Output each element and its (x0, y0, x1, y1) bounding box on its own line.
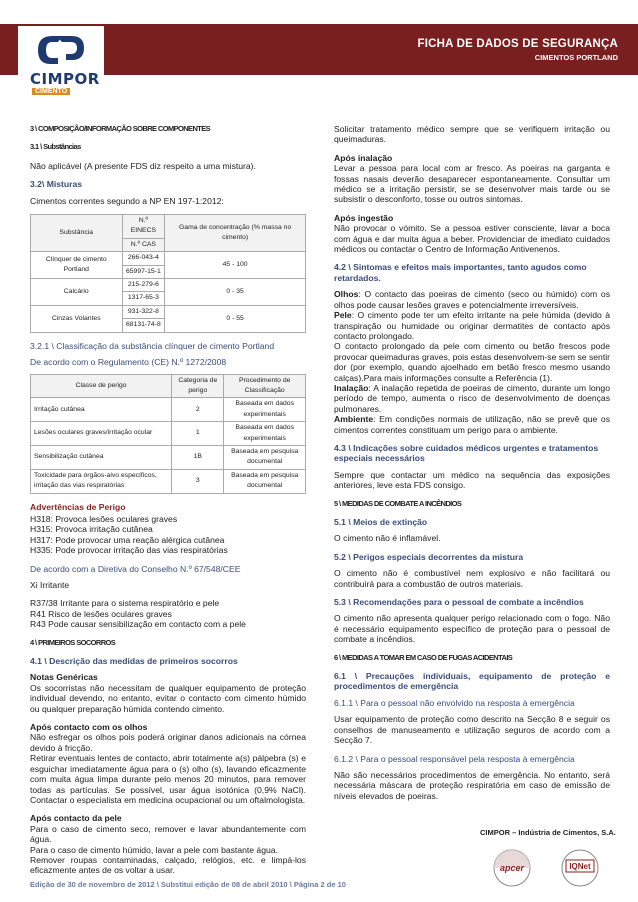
company-name: CIMPOR – Indústria de Cimentos, S.A. (480, 828, 616, 837)
section-3-1-title: 3.1 \ Substâncias (30, 142, 81, 152)
table-cell: Irritação cutânea (31, 398, 172, 422)
skin-contact-title: Após contacto da pele (30, 813, 122, 824)
inhalation-effects (334, 383, 610, 414)
eyes-label: Olhos (334, 289, 359, 300)
section-3-2-title: 3.2\ Misturas (30, 179, 83, 190)
section-4-3-text: Sempre que contactar um médico na sequência das exposições anteriores, leve esta FDS consigo. (334, 469, 610, 491)
section-3-1-text: Não aplicável (A presente FDS diz respeito a uma mistura). (30, 160, 256, 171)
section-6-1-1-text: Usar equipamento de proteção como descrito na Secção 8 e seguir os conselhos de manuseamento e utilização seguros de acordo com a Secção 7. (334, 714, 610, 746)
environment-effects-text: : Em condições normais de utilização, não se prevê que os cimentos correntes constituam um perigo para o ambiente. (334, 414, 610, 435)
h317: H317: Pode provocar uma reação alérgica cutânea (30, 534, 225, 545)
section-6-1-2-title: 6.1.2 \ Para o pessoal responsável pela resposta à emergência (334, 753, 575, 764)
eye-contact-title: Após contacto com os olhos (30, 722, 148, 733)
section-5-1-text: O cimento não é inflamável. (334, 533, 441, 544)
inhalation-effects-text: : A inalação repetida de poeiras de cimento, durante um longo período de tempo, aumenta o risco de desenvolvimento de doenças pulmonares. (334, 382, 610, 414)
table-cell: 65997-15-1 (122, 265, 165, 278)
table-cell: Calcário (31, 279, 123, 306)
apcer-seal-icon (480, 848, 544, 888)
table-cell: Baseada em pesquisa documental (224, 445, 306, 469)
th-concentration: Gama de concentração (% massa no cimento) (165, 215, 306, 252)
brand-name: CIMPOR (30, 70, 100, 88)
table-cell: 45 - 100 (165, 252, 306, 279)
document-subtitle: CIMENTOS PORTLAND (534, 53, 618, 62)
table-cell: 931-322-8 (122, 305, 165, 318)
section-5-title: 5 \ MEDIDAS DE COMBATE A INCÊNDIOS (334, 498, 462, 508)
r43: R43 Pode causar sensibilização em contacto com a pele (30, 619, 246, 630)
th-cas: N.º CAS (122, 238, 165, 251)
eye-contact-text-2: Retirar eventuais lentes de contacto, abrir totalmente a(s) pálpebra (s) e esguichar imediatamente água para o (s) olho (s), lavando eficazmente com muita água limpa durante pelo menos 20 minutos, para remover todas as partículas. Se possível, usar água isotónica (0,9% NaCl). Contactar o especialista em medicina ocupacional ou um oftalmologista. (30, 753, 306, 805)
table-cell: 0 - 35 (165, 279, 306, 306)
generic-notes-text: Os socorristas não necessitam de qualquer equipamento de proteção individual devendo, no entanto, evitar o contacto com cimento húmido ou qualquer preparação húmida contendo cimento. (30, 682, 306, 714)
classification-table (30, 374, 306, 494)
inhalation-text: Levar a pessoa para local com ar fresco. As poeiras na garganta e fossas nasais deverão desaparecer espontaneamente. Consultar um médico se a irritação persistir, se se desenvolver mais tarde ou se subsistir o desconforto, tosse ou outros sintomas. (334, 163, 610, 205)
section-3-title: 3 \ COMPOSIÇÃO/INFORMAÇÃO SOBRE COMPONENTES (30, 124, 211, 133)
section-5-3-title: 5.3 \ Recomendações para o pessoal de combate a incêndios (334, 597, 584, 608)
r41: R41 Risco de lesões oculares graves (30, 608, 172, 619)
skin-contact-text-3: Remover roupas contaminadas, calçado, relógios, etc. e limpá-los eficazmente antes de os voltar a usar. (30, 854, 306, 876)
section-4-title: 4 \ PRIMEIROS SOCORROS (30, 637, 116, 647)
table-cell: 215-279-6 (122, 279, 165, 292)
th-hazard-class: Classe de perigo (31, 374, 172, 398)
iqnet-certification-seal (548, 848, 612, 888)
environment-label: Ambiente (334, 414, 374, 425)
ingestion-title: Após ingestão (334, 212, 394, 223)
table-cell: Baseada em pesquisa documental (224, 469, 306, 493)
logo-mark-icon (36, 34, 86, 70)
inhalation-label: Inalação (334, 382, 369, 393)
iqnet-seal-icon (548, 848, 612, 888)
skin-effects-text: : O cimento pode ter um efeito irritante na pele húmida (devido à transpiração ou humidade ou originar dermatites de contacto após contacto prolongado. (334, 310, 610, 341)
inhalation-title: Após inalação (334, 152, 393, 163)
iqnet-label: IQNet (569, 862, 591, 871)
apcer-label: apcer (499, 863, 525, 873)
environment-effects (334, 414, 610, 435)
eye-contact-text: Não esfregar os olhos pois poderá originar danos adicionais na córnea devido à fricção. (30, 732, 306, 753)
composition-table (30, 214, 306, 333)
section-4-3-title: 4.3 \ Indicações sobre cuidados médicos urgentes e tratamentos especiais necessários (334, 442, 599, 464)
table-cell: Baseada em dados experimentais (224, 398, 306, 422)
skin-label: Pele (334, 310, 352, 321)
generic-notes-title: Notas Genéricas (30, 672, 98, 683)
company-logo (18, 26, 104, 100)
section-6-1-title: 6.1 \ Precauções individuais, equipamento de proteção e procedimentos de emergência (334, 671, 610, 692)
directive-note: De acordo com a Diretiva do Conselho N.º 67/548/CEE (30, 563, 241, 574)
right-column (334, 124, 610, 809)
eyes-effects-text: : O contacto das poeiras de cimento (seco ou húmido) com os olhos pode causar lesões graves e potencialmente irreversíveis. (334, 289, 610, 310)
table-cell: 1 (172, 422, 224, 446)
table-cell: Lesões oculares graves/irritação ocular (31, 422, 172, 446)
r37: R37/38 Irritante para o sistema respiratório e pele (30, 598, 220, 609)
section-4-1-title: 4.1 \ Descrição das medidas de primeiros socorros (30, 656, 238, 667)
brand-tag: CIMENTO (32, 88, 70, 95)
section-3-2-text: Cimentos correntes segundo a NP EN 197-1:2012: (30, 195, 224, 206)
skin-effects (334, 310, 610, 341)
page-footer: Edição de 30 de novembro de 2012 \ Substitui edição de 08 de abril 2010 \ Página 2 de 10 (30, 880, 346, 889)
section-5-1-title: 5.1 \ Meios de extinção (334, 517, 428, 527)
table-cell: 3 (172, 469, 224, 493)
table-cell: 1B (172, 445, 224, 469)
th-procedure: Procedimento de Classificação (224, 374, 306, 398)
eyes-effects (334, 289, 610, 310)
left-column (30, 124, 306, 876)
regulation-note: De acordo com o Regulamento (CE) N.º 1272/2008 (30, 357, 227, 368)
table-cell: Clínquer de cimento Portland (31, 252, 123, 279)
skin-contact-text-2: Para o caso de cimento húmido, lavar a pele com bastante água. (30, 844, 278, 855)
section-6-1-1-title: 6.1.1 \ Para o pessoal não envolvido na resposta à emergência (334, 697, 575, 708)
h335: H335: Pode provocar irritação das vias respiratórias (30, 545, 228, 556)
table-cell: 0 - 55 (165, 305, 306, 332)
table-cell: Cinzas Volantes (31, 305, 123, 332)
xi-irritant: Xi Irritante (30, 580, 70, 590)
table-cell: Toxicidade para órgãos-alvo específicos, irritação das vias respiratórias (31, 469, 172, 493)
section-3-2-1-title: 3.2.1 \ Classificação da substância clínquer de cimento Portland (30, 340, 275, 351)
th-einecs: N.º EINECS (122, 215, 165, 239)
table-cell: Sensibilização cutânea (31, 445, 172, 469)
skin-contact-text: Para o caso de cimento seco, remover e lavar abundantemente com água. (30, 823, 306, 845)
table-cell: Baseada em dados experimentais (224, 422, 306, 446)
section-5-2-text: O cimento não é combustível nem explosivo e não facilitará ou contribuirá para a combustão de outros materiais. (334, 568, 610, 589)
h318: H318: Provoca lesões oculares graves (30, 513, 178, 524)
skin-effects-2: O contacto prolongado da pele com cimento ou betão frescos pode provocar queimaduras graves, pois estas desenvolvem-se sem se sentir dor (por exemplo, quando ajoelhado em betão fresco mesmo usando calças).Para mais informações consulte a Referência (1). (334, 341, 610, 383)
section-4-2-title: 4.2 \ Sintomas e efeitos mais importantes, tanto agudos como retardados. (334, 262, 587, 283)
h315: H315: Provoca irritação cutânea (30, 524, 153, 535)
table-cell: 266-043-4 (122, 252, 165, 265)
table-cell: 1317-65-3 (122, 292, 165, 305)
th-hazard-category: Categoria de perigo (172, 374, 224, 398)
ingestion-text: Não provocar o vómito. Se a pessoa estiver consciente, lavar a boca com água e dar muita água a beber. Providenciar de imediato cuidados médicos ou contactar o Centro de Informação Antivenenos. (334, 223, 610, 255)
apcer-certification-seal (480, 848, 544, 888)
medical-advice-text: Solicitar tratamento médico sempre que se verifiquem irritação ou queimaduras. (334, 124, 610, 145)
section-5-2-title: 5.2 \ Perigos especiais decorrentes da mistura (334, 551, 524, 562)
table-cell: 2 (172, 398, 224, 422)
section-6-title: 6 \ MEDIDAS A TOMAR EM CASO DE FUGAS ACIDENTAIS (334, 652, 513, 662)
section-5-3-text: O cimento não apresenta qualquer perigo relacionado com o fogo. Não é necessário equipamento específico de proteção para o pessoal de combate a incêndios. (334, 613, 610, 645)
hazard-warnings-title: Advertências de Perigo (30, 501, 126, 512)
section-6-1-2-text: Não são necessários procedimentos de emergência. No entanto, será necessária máscara de proteção respiratória em caso de emissão de níveis elevados de poeiras. (334, 769, 610, 801)
th-substance: Substância (31, 215, 123, 252)
document-title: FICHA DE DADOS DE SEGURANÇA (417, 38, 618, 50)
table-cell: 68131-74-8 (122, 319, 165, 332)
